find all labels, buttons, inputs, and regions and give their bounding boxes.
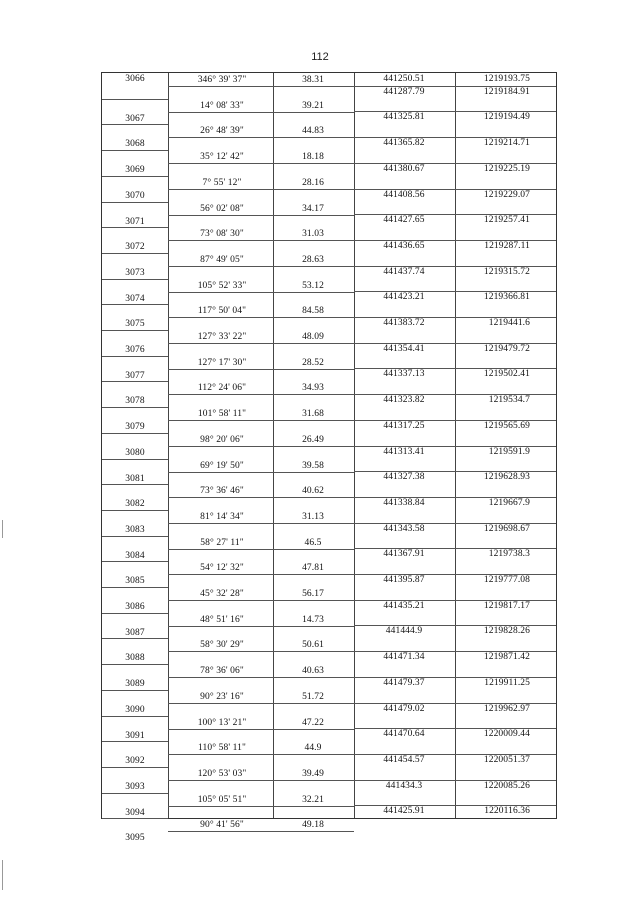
- distance-cell: 40.63: [302, 666, 324, 677]
- row-rule: [102, 202, 168, 203]
- distance-cell: 26.49: [302, 434, 324, 445]
- distance-cell: 28.16: [302, 177, 324, 188]
- distance-cell: 28.52: [302, 357, 324, 368]
- row-rule: [102, 613, 168, 614]
- row-rule: [168, 626, 354, 627]
- x-coordinate-cell: 441250.51: [383, 74, 425, 84]
- y-coordinate-cell: 1219698.67: [483, 523, 530, 534]
- row-rule: [102, 407, 168, 408]
- y-coordinate-cell: 1219871.42: [483, 652, 530, 663]
- row-rule: [102, 484, 168, 485]
- x-coordinate-cell: 441408.56: [383, 189, 425, 200]
- row-rule: [102, 741, 168, 742]
- bearing-cell: 98° 20' 06": [200, 434, 244, 445]
- y-coordinate-cell: 1220009.44: [483, 729, 530, 740]
- x-coordinate-cell: 441365.82: [383, 138, 425, 149]
- distance-cell: 40.62: [302, 486, 324, 497]
- row-rule: [168, 394, 354, 395]
- row-rule: [168, 574, 354, 575]
- distance-cell: 51.72: [302, 691, 324, 702]
- scan-margin-mark: [2, 860, 3, 890]
- y-coordinate-cell: 1219479.72: [483, 343, 530, 354]
- point-id-cell: 3070: [125, 190, 145, 201]
- distance-cell: 56.17: [302, 589, 324, 599]
- y-coordinate-cell: 1220116.36: [484, 806, 530, 817]
- point-id-cell: 3090: [125, 704, 145, 715]
- point-id-cell: 3086: [125, 602, 145, 612]
- row-rule: [168, 317, 354, 318]
- x-coordinate-cell: 441338.84: [383, 497, 425, 508]
- row-rule: [102, 561, 168, 562]
- bearing-cell: 73° 08' 30": [200, 229, 244, 240]
- row-rule: [102, 253, 168, 254]
- x-coordinate-cell: 441337.13: [383, 369, 425, 380]
- x-coordinate-cell: 441317.25: [383, 420, 425, 431]
- point-id-cell: 3084: [125, 550, 145, 561]
- y-coordinate-cell: 1219257.41: [483, 215, 530, 226]
- y-coordinate-cell: 1219565.69: [483, 420, 530, 431]
- distance-cell: 48.09: [302, 332, 324, 342]
- row-rule: [102, 356, 168, 357]
- row-rule: [102, 227, 168, 228]
- point-id-cell: 3080: [125, 447, 145, 458]
- page-number: 112: [311, 51, 329, 63]
- y-coordinate-cell: 1219962.97: [483, 703, 530, 714]
- x-coordinate-cell: 441327.38: [383, 472, 425, 483]
- point-id-cell: 3075: [125, 319, 145, 330]
- y-coordinate-cell: 1219184.91: [483, 86, 530, 97]
- bearing-cell: 56° 02' 08": [200, 203, 244, 214]
- distance-cell: 31.68: [302, 409, 324, 420]
- point-id-cell: 3069: [125, 165, 145, 176]
- y-coordinate-cell: 1219214.71: [483, 138, 530, 149]
- bearing-cell: 78° 36' 06": [200, 666, 244, 677]
- x-coordinate-cell: 441436.65: [383, 240, 425, 251]
- y-coordinate-cell: 1219828.26: [483, 626, 530, 637]
- bearing-cell: 112° 24' 06": [197, 383, 247, 394]
- distance-cell: 44.9: [304, 743, 322, 754]
- x-coordinate-cell: 441323.82: [383, 395, 425, 406]
- distance-cell: 32.21: [302, 794, 324, 805]
- x-coordinate-cell: 441287.79: [383, 86, 425, 97]
- bearing-cell: 69° 19' 50": [200, 460, 244, 471]
- distance-cell: 18.18: [302, 152, 324, 163]
- point-id-cell: 3078: [125, 396, 145, 407]
- row-rule: [168, 343, 354, 344]
- bearing-cell: 58° 27' 11": [200, 537, 244, 548]
- x-coordinate-cell: 441437.74: [383, 266, 425, 277]
- row-rule: [102, 433, 168, 434]
- bearing-cell: 100° 13' 21": [197, 717, 247, 728]
- row-rule: [168, 240, 354, 241]
- y-coordinate-cell: 1219534.7: [488, 395, 530, 406]
- bearing-cell: 48° 51' 16": [200, 614, 244, 625]
- x-coordinate-cell: 441395.87: [383, 575, 425, 585]
- row-rule: [102, 536, 168, 537]
- bearing-cell: 120° 53' 03": [197, 768, 247, 779]
- distance-cell: 39.49: [302, 768, 324, 779]
- y-coordinate-cell: 1220085.26: [483, 780, 530, 791]
- point-id-cell: 3081: [125, 473, 145, 484]
- point-id-cell: 3095: [125, 833, 145, 844]
- distance-cell: 31.13: [302, 511, 324, 522]
- bearing-cell: 110° 58' 11": [198, 743, 246, 754]
- x-coordinate-cell: 441479.02: [383, 703, 425, 714]
- row-rule: [168, 651, 354, 652]
- point-id-cell: 3085: [125, 576, 145, 587]
- x-coordinate-cell: 441343.58: [383, 523, 425, 534]
- x-coordinate-cell: 441444.9: [385, 626, 423, 637]
- row-rule: [102, 459, 168, 460]
- point-id-cell: 3082: [125, 499, 145, 510]
- y-coordinate-cell: 1219315.72: [483, 266, 530, 277]
- row-rule: [168, 137, 354, 138]
- distance-cell: 39.21: [302, 100, 324, 111]
- row-rule: [102, 793, 168, 794]
- y-coordinate-cell: 1219817.17: [483, 600, 530, 611]
- row-rule: [102, 304, 168, 305]
- row-rule: [102, 150, 168, 151]
- row-rule: [102, 664, 168, 665]
- point-id-cell: 3067: [125, 113, 145, 124]
- bearing-cell: 117° 50' 04": [197, 306, 247, 317]
- point-id-cell: 3071: [125, 216, 145, 227]
- x-coordinate-cell: 441434.3: [385, 780, 423, 791]
- y-coordinate-cell: 1219911.25: [484, 677, 530, 688]
- distance-cell: 28.63: [302, 254, 324, 265]
- distance-cell: 44.83: [302, 126, 324, 137]
- row-rule: [168, 729, 354, 730]
- row-rule: [102, 638, 168, 639]
- distance-cell: 39.58: [302, 460, 324, 471]
- row-rule: [168, 163, 354, 164]
- point-id-cell: 3074: [125, 293, 145, 304]
- row-rule: [102, 279, 168, 280]
- bearing-cell: 54° 12' 32": [200, 563, 244, 574]
- y-coordinate-cell: 1219738.3: [488, 549, 530, 560]
- point-id-cell: 3083: [125, 524, 145, 535]
- row-rule: [102, 381, 168, 382]
- y-coordinate-cell: 1219502.41: [483, 369, 530, 380]
- row-rule: [168, 754, 354, 755]
- row-rule: [168, 677, 354, 678]
- x-coordinate-cell: 441380.67: [383, 163, 425, 174]
- row-rule: [102, 99, 168, 100]
- distance-cell: 34.17: [302, 203, 324, 214]
- point-id-cell: 3066: [125, 74, 145, 84]
- point-id-cell: 3094: [125, 807, 145, 818]
- point-id-cell: 3068: [125, 139, 145, 150]
- bearing-cell: 7° 55' 12": [202, 177, 242, 188]
- distance-cell: 47.22: [302, 717, 324, 728]
- bearing-cell: 90° 41' 56": [200, 820, 244, 831]
- row-rule: [102, 716, 168, 717]
- point-id-cell: 3079: [125, 422, 145, 433]
- distance-cell: 47.81: [302, 563, 324, 574]
- row-rule: [168, 523, 354, 524]
- point-id-cell: 3076: [125, 345, 145, 355]
- point-id-cell: 3092: [125, 756, 145, 767]
- row-rule: [168, 369, 354, 370]
- distance-cell: 84.58: [302, 306, 324, 317]
- row-rule: [102, 510, 168, 511]
- y-coordinate-cell: 1219441.6: [488, 318, 530, 328]
- row-rule: [168, 112, 354, 113]
- y-coordinate-cell: 1219777.08: [483, 575, 530, 585]
- distance-cell: 14.73: [302, 614, 324, 625]
- y-coordinate-cell: 1219229.07: [483, 189, 530, 200]
- y-coordinate-cell: 1219667.9: [488, 497, 530, 508]
- distance-cell: 53.12: [302, 280, 324, 291]
- x-coordinate-cell: 441435.21: [383, 600, 425, 611]
- point-id-cell: 3091: [125, 730, 145, 741]
- bearing-cell: 35° 12' 42": [200, 152, 244, 163]
- coordinates-table: [101, 72, 557, 844]
- row-rule: [102, 767, 168, 768]
- point-id-cell: 3089: [125, 679, 145, 690]
- y-coordinate-cell: 1220051.37: [483, 754, 530, 765]
- bearing-cell: 101° 58' 11": [197, 409, 247, 420]
- row-rule: [168, 703, 354, 704]
- x-coordinate-cell: 441454.57: [383, 754, 425, 765]
- row-rule: [168, 215, 354, 216]
- row-rule: [168, 446, 354, 447]
- row-rule: [168, 780, 354, 781]
- point-id-cell: 3093: [125, 781, 145, 792]
- distance-cell: 50.61: [302, 640, 324, 651]
- bearing-cell: 26° 48' 39": [200, 126, 244, 137]
- x-coordinate-cell: 441425.91: [383, 806, 425, 817]
- row-rule: [168, 497, 354, 498]
- bearing-cell: 105° 52' 33": [197, 280, 247, 291]
- bearing-cell: 105° 05' 51": [197, 794, 247, 805]
- bearing-cell: 73° 36' 46": [200, 486, 244, 497]
- distance-cell: 46.5: [304, 537, 322, 548]
- point-id-cell: 3073: [125, 267, 145, 278]
- bearing-cell: 81° 14' 34": [200, 511, 244, 522]
- x-coordinate-cell: 441427.65: [383, 215, 425, 226]
- distance-cell: 34.93: [302, 383, 324, 394]
- row-rule: [168, 472, 354, 473]
- row-rule: [168, 292, 354, 293]
- row-rule: [168, 600, 354, 601]
- y-coordinate-cell: 1219591.9: [488, 446, 530, 457]
- distance-cell: 31.03: [302, 229, 324, 240]
- x-coordinate-cell: 441383.72: [383, 318, 425, 328]
- y-coordinate-cell: 1219225.19: [483, 163, 530, 174]
- row-rule: [168, 831, 354, 832]
- row-rule: [168, 420, 354, 421]
- x-coordinate-cell: 441470.64: [383, 729, 425, 740]
- row-rule: [102, 176, 168, 177]
- bearing-cell: 127° 33' 22": [197, 332, 247, 342]
- scan-margin-mark: [2, 520, 3, 538]
- point-id-cell: 3072: [125, 242, 145, 253]
- row-rule: [168, 549, 354, 550]
- row-rule: [102, 690, 168, 691]
- bearing-cell: 90° 23' 16": [200, 691, 244, 702]
- bearing-cell: 127° 17' 30": [197, 357, 247, 368]
- row-rule: [102, 818, 168, 819]
- y-coordinate-cell: 1219287.11: [484, 240, 530, 251]
- row-rule: [168, 266, 354, 267]
- y-coordinate-cell: 1219194.49: [483, 112, 530, 123]
- x-coordinate-cell: 441423.21: [383, 292, 425, 303]
- y-coordinate-cell: 1219628.93: [483, 472, 530, 483]
- bearing-cell: 45° 32' 28": [200, 589, 244, 599]
- x-coordinate-cell: 441367.91: [383, 549, 425, 560]
- x-coordinate-cell: 441471.34: [383, 652, 425, 663]
- x-coordinate-cell: 441479.37: [383, 677, 425, 688]
- y-coordinate-cell: 1219366.81: [483, 292, 530, 303]
- distance-cell: 38.31: [302, 75, 324, 85]
- row-rule: [168, 86, 354, 87]
- row-rule: [168, 189, 354, 190]
- row-rule: [102, 587, 168, 588]
- x-coordinate-cell: 441354.41: [383, 343, 425, 354]
- point-id-cell: 3088: [125, 653, 145, 664]
- x-coordinate-cell: 441325.81: [383, 112, 425, 123]
- row-rule: [102, 124, 168, 125]
- bearing-cell: 14° 08' 33": [200, 100, 244, 111]
- y-coordinate-cell: 1219193.75: [483, 74, 530, 84]
- bearing-cell: 58° 30' 29": [200, 640, 244, 651]
- x-coordinate-cell: 441313.41: [383, 446, 425, 457]
- point-id-cell: 3077: [125, 370, 145, 381]
- row-rule: [168, 806, 354, 807]
- row-rule: [102, 330, 168, 331]
- bearing-cell: 87° 49' 05": [200, 254, 244, 265]
- bearing-cell: 346° 39' 37": [197, 75, 247, 85]
- distance-cell: 49.18: [302, 820, 324, 831]
- point-id-cell: 3087: [125, 627, 145, 638]
